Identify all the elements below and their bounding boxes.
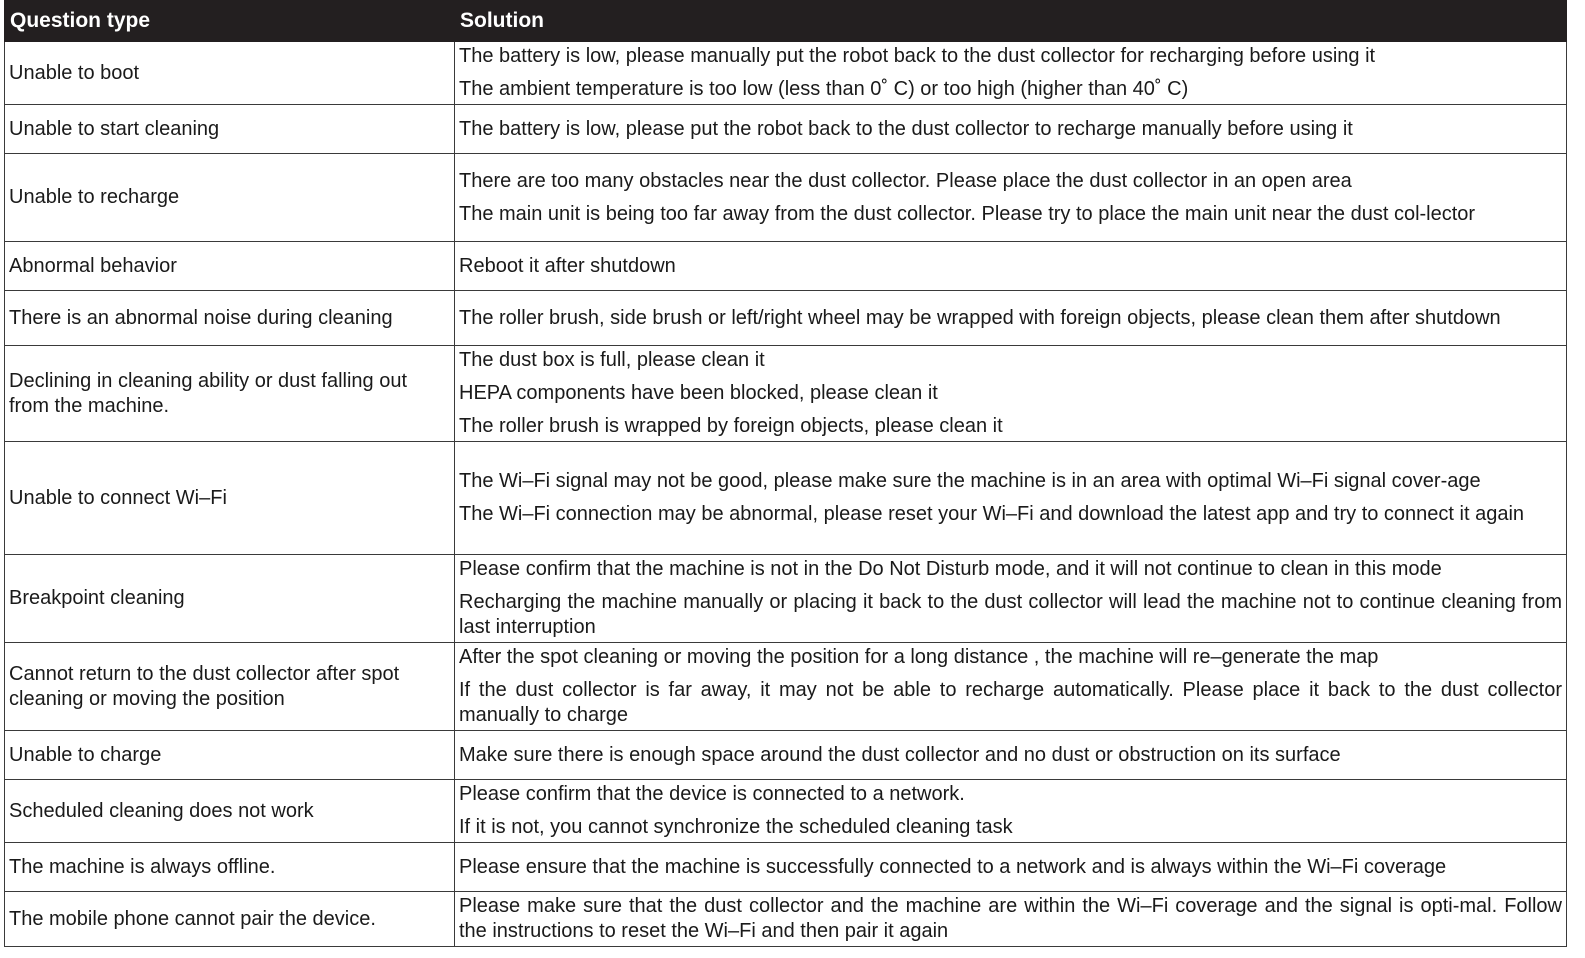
question-cell: There is an abnormal noise during cleaning [5,291,455,346]
table-row [5,242,1567,291]
solution-line: HEPA components have been blocked, please clean it [459,382,938,404]
solution-cell [455,892,1567,947]
solution-line: Please ensure that the machine is successfully connected to a network and is always within the Wi–Fi coverage [459,855,1447,878]
question-cell: The mobile phone cannot pair the device. [5,892,455,947]
solution-line: The Wi–Fi connection may be abnormal, please reset your Wi–Fi and download the latest app and try to connect it again [459,503,1525,525]
table-row [5,291,1567,346]
question-cell: Abnormal behavior [5,242,455,291]
question-cell: Unable to connect Wi–Fi [5,442,455,555]
solution-cell [455,346,1567,442]
question-cell: Unable to start cleaning [5,105,455,154]
solution-line: The dust box is full, please clean it [459,349,765,371]
solution-line: After the spot cleaning or moving the position for a long distance , the machine will re–generate the map [459,646,1379,668]
table-row [5,843,1567,892]
troubleshooting-table [4,0,1567,947]
table-row [5,892,1567,947]
solution-line: The battery is low, please manually put the robot back to the dust collector for recharging before using it [459,45,1376,67]
question-cell: The machine is always offline. [5,843,455,892]
solution-line: The battery is low, please put the robot back to the dust collector to recharge manually before using it [459,117,1353,140]
question-type-header: Question type [5,1,455,42]
table-row [5,555,1567,643]
question-cell: Unable to boot [5,42,455,105]
solution-line: If the dust collector is far away, it may not be able to recharge automatically. Please place it back to the dust collector manually to charge [459,679,1562,726]
solution-line: The main unit is being too far away from the dust collector. Please try to place the main unit near the dust col-lector [459,202,1476,225]
table-row [5,346,1567,442]
solution-cell [455,731,1567,780]
solution-cell [455,42,1567,105]
solution-cell [455,555,1567,643]
table-row [5,442,1567,555]
solution-cell [455,291,1567,346]
solution-line: Please confirm that the machine is not in the Do Not Disturb mode, and it will not continue to clean in this mode [459,558,1442,580]
table-row [5,731,1567,780]
solution-line: If it is not, you cannot synchronize the scheduled cleaning task [459,816,1013,838]
solution-cell [455,105,1567,154]
table-row [5,154,1567,242]
header-row [5,1,1567,42]
solution-cell [455,442,1567,555]
question-cell: Breakpoint cleaning [5,555,455,643]
table-row [5,105,1567,154]
question-cell: Scheduled cleaning does not work [5,780,455,843]
solution-line: The ambient temperature is too low (less than 0˚ C) or too high (higher than 40˚ C) [459,78,1189,100]
question-cell: Declining in cleaning ability or dust falling out from the machine. [5,346,455,442]
solution-cell [455,843,1567,892]
solution-line: The roller brush, side brush or left/right wheel may be wrapped with foreign objects, please clean them after shutdown [459,306,1501,329]
solution-header: Solution [455,1,1567,42]
solution-line: Make sure there is enough space around the dust collector and no dust or obstruction on its surface [459,743,1341,766]
solution-cell [455,154,1567,242]
solution-line: The Wi–Fi signal may not be good, please make sure the machine is in an area with optimal Wi–Fi signal cover-age [459,470,1481,492]
question-cell: Unable to recharge [5,154,455,242]
solution-line: The roller brush is wrapped by foreign objects, please clean it [459,415,1003,437]
table-row [5,42,1567,105]
solution-line: Reboot it after shutdown [459,254,676,277]
solution-line: Recharging the machine manually or placing it back to the dust collector will lead the machine not to continue cleaning from last interruption [459,591,1562,638]
solution-line: Please confirm that the device is connected to a network. [459,783,965,805]
table-row [5,780,1567,843]
solution-cell [455,780,1567,843]
question-cell: Cannot return to the dust collector after spot cleaning or moving the position [5,643,455,731]
table-row [5,643,1567,731]
solution-line: There are too many obstacles near the dust collector. Please place the dust collector in an open area [459,169,1352,192]
solution-cell [455,643,1567,731]
solution-cell [455,242,1567,291]
question-cell: Unable to charge [5,731,455,780]
solution-line: Please make sure that the dust collector and the machine are within the Wi–Fi coverage and the signal is opti-mal. Follow the instructions to reset the Wi–Fi and then pair it again [459,895,1562,942]
